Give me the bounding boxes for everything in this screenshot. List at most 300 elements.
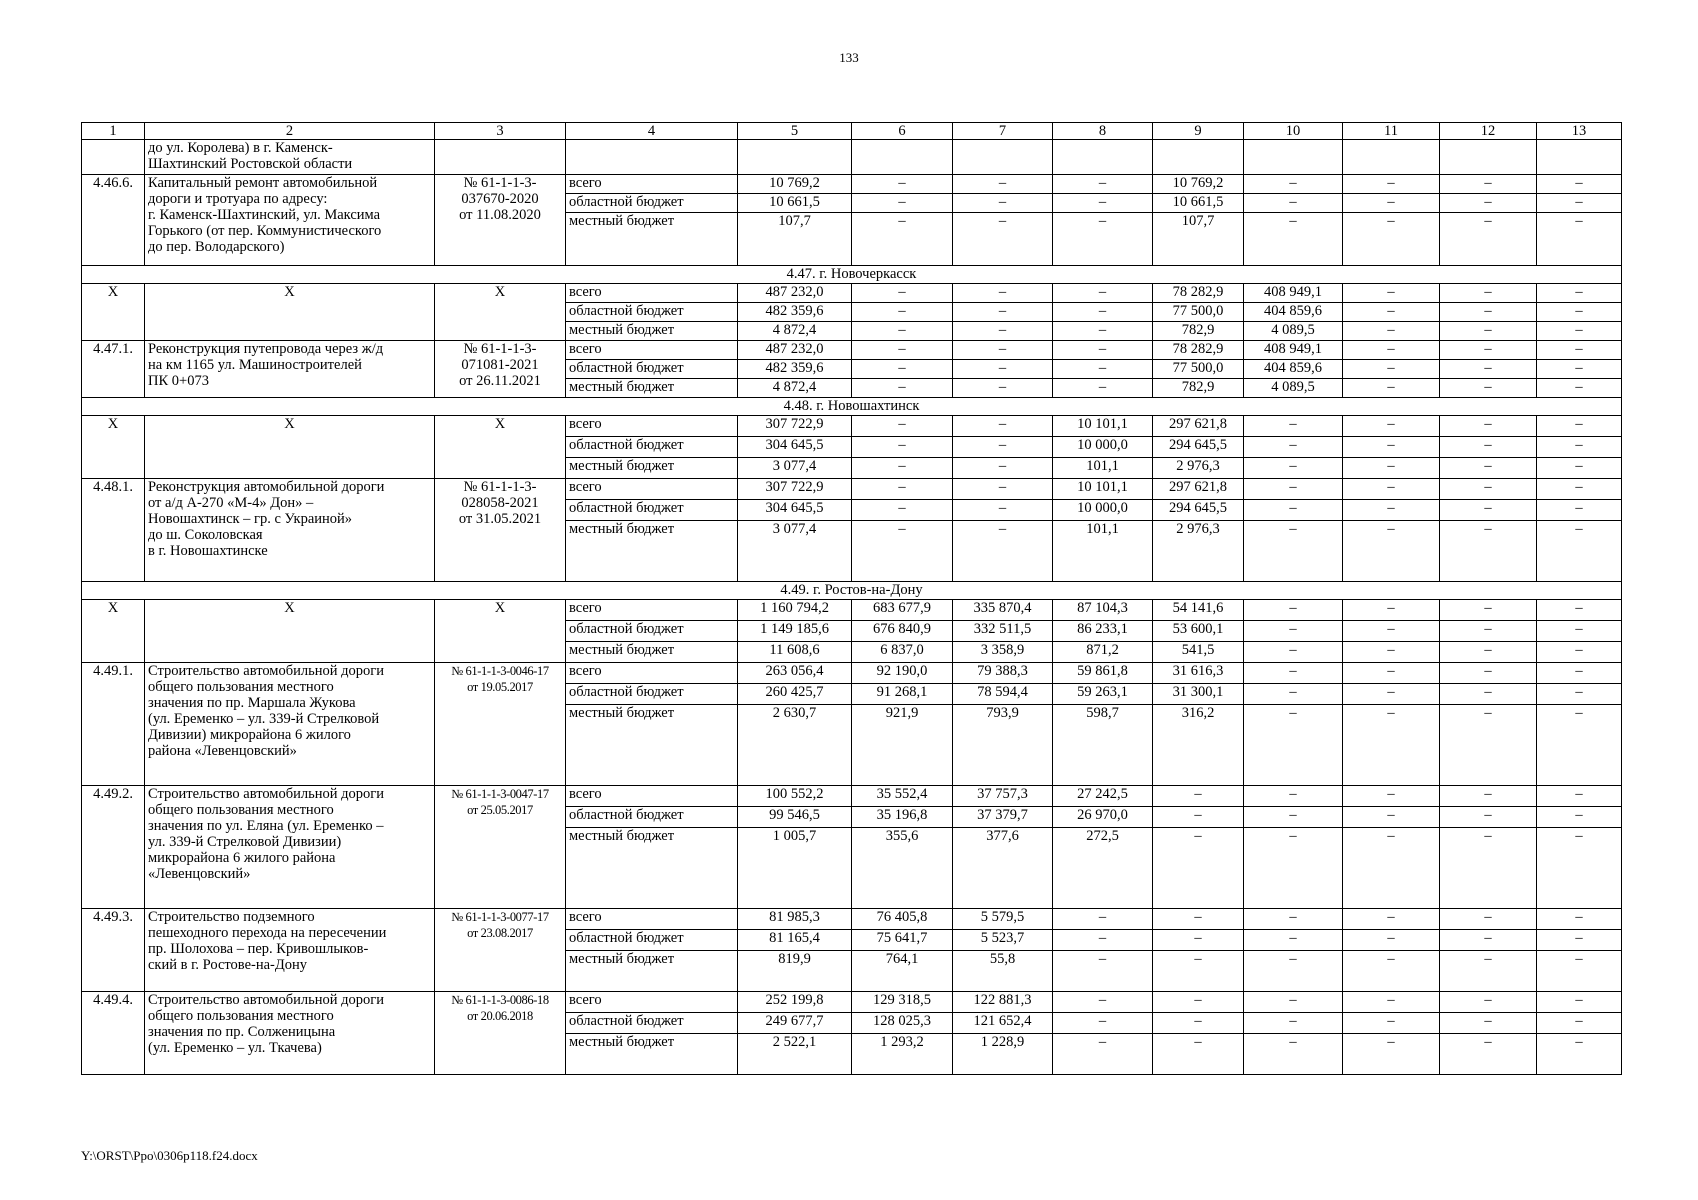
value-cell: – [1244,500,1343,521]
value-cell: – [1537,600,1622,621]
value-cell: – [1440,360,1537,379]
value-cell: 4 089,5 [1244,322,1343,341]
value-cell: – [1440,642,1537,663]
value-cell: – [1053,360,1153,379]
value-cell: 335 870,4 [953,600,1053,621]
funding-source-cell: всего [566,909,738,930]
table-row [82,600,1622,621]
value-cell: 99 546,5 [738,807,852,828]
value-cell: 87 104,3 [1053,600,1153,621]
value-cell: – [1537,786,1622,807]
certificate-cell: X [435,284,566,341]
value-cell: – [1244,930,1343,951]
item-code-cell: 4.49.3. [82,909,145,992]
value-cell: – [1440,303,1537,322]
value-cell: – [1440,458,1537,479]
value-cell: – [1244,786,1343,807]
funding-source-cell: всего [566,479,738,500]
value-cell: – [1440,341,1537,360]
value-cell: – [1153,828,1244,909]
value-cell: 128 025,3 [852,1013,953,1034]
item-code-cell: 4.49.1. [82,663,145,786]
value-cell: – [1537,992,1622,1013]
value-cell: 307 722,9 [738,479,852,500]
column-header: 9 [1153,123,1244,140]
value-cell: – [1537,909,1622,930]
value-cell: – [1053,284,1153,303]
funding-source-cell: областной бюджет [566,930,738,951]
value-cell: – [1440,705,1537,786]
value-cell: 101,1 [1053,458,1153,479]
value-cell: – [1244,458,1343,479]
value-cell: – [852,194,953,213]
value-cell: – [1537,360,1622,379]
value-cell: – [1244,175,1343,194]
item-code-cell: 4.48.1. [82,479,145,582]
object-name-cell: Строительство автомобильной дороги общего пользования местного значения по ул. Еляна (ул. Еременко – ул. 339-й Стрелковой Дивизии) микрорайона 6 жилого района «Левенцовский» [145,786,435,909]
value-cell: 35 196,8 [852,807,953,828]
certificate-cell: № 61-1-1-3-0046-17 от 19.05.2017 [435,663,566,786]
column-header: 12 [1440,123,1537,140]
funding-source-cell: областной бюджет [566,194,738,213]
value-cell: – [1440,600,1537,621]
value-cell: 10 101,1 [1053,416,1153,437]
value-cell: – [1343,807,1440,828]
funding-source-cell: местный бюджет [566,642,738,663]
column-header: 7 [953,123,1053,140]
value-cell: – [1343,642,1440,663]
value-cell: – [1244,1034,1343,1075]
value-cell: – [1440,175,1537,194]
value-cell: – [1244,416,1343,437]
value-cell: 10 769,2 [738,175,852,194]
value-cell: – [1537,500,1622,521]
value-cell: – [1440,213,1537,266]
value-cell: 107,7 [1153,213,1244,266]
value-cell: – [1153,1034,1244,1075]
certificate-cell: № 61-1-1-3-0086-18 от 20.06.2018 [435,992,566,1075]
value-cell: – [1343,194,1440,213]
value-cell: – [1440,500,1537,521]
value-cell: 4 872,4 [738,379,852,398]
value-cell: – [1343,479,1440,500]
value-cell: 55,8 [953,951,1053,992]
value-cell: 81 165,4 [738,930,852,951]
value-cell: – [1537,828,1622,909]
value-cell: – [1343,684,1440,705]
value-cell: 782,9 [1153,379,1244,398]
value-cell: – [1153,807,1244,828]
value-cell: – [1537,458,1622,479]
value-cell: – [1244,1013,1343,1034]
item-code-cell: X [82,416,145,479]
section-title: 4.47. г. Новочеркасск [82,266,1622,284]
funding-source-cell: всего [566,663,738,684]
value-cell: – [1440,194,1537,213]
value-cell: – [1537,284,1622,303]
section-row [82,266,1622,284]
code-cell [82,140,145,175]
column-header: 2 [145,123,435,140]
value-cell: – [1440,992,1537,1013]
value-cell: 101,1 [1053,521,1153,582]
value-cell: – [953,360,1053,379]
value-cell: – [1537,175,1622,194]
empty-cell [852,140,953,175]
value-cell: – [1053,930,1153,951]
value-cell: – [1153,1013,1244,1034]
value-cell: 598,7 [1053,705,1153,786]
funding-source-cell: областной бюджет [566,437,738,458]
table-row [82,663,1622,684]
value-cell: – [1343,621,1440,642]
empty-cell [738,140,852,175]
certificate-cell: № 61-1-1-3- 071081-2021 от 26.11.2021 [435,341,566,398]
value-cell: – [953,175,1053,194]
value-cell: – [1440,1034,1537,1075]
value-cell: – [1244,621,1343,642]
value-cell: – [1053,303,1153,322]
value-cell: 35 552,4 [852,786,953,807]
value-cell: – [1053,175,1153,194]
value-cell: – [1153,786,1244,807]
empty-cell [1244,140,1343,175]
value-cell: – [1440,284,1537,303]
value-cell: – [1053,951,1153,992]
empty-cell [1343,140,1440,175]
page-number: 133 [839,50,859,65]
object-name-cell: Реконструкция путепровода через ж/д на км 1165 ул. Машиностроителей ПК 0+073 [145,341,435,398]
column-header: 10 [1244,123,1343,140]
object-name-cell: X [145,284,435,341]
funding-source-cell: всего [566,416,738,437]
empty-cell [435,140,566,175]
value-cell: – [1537,194,1622,213]
table-row [82,479,1622,500]
value-cell: – [1244,521,1343,582]
table-body [82,123,1622,1075]
value-cell: – [1440,521,1537,582]
footer-file-path: Y:\ORST\Ppo\0306p118.f24.docx [81,1148,258,1163]
value-cell: 2 976,3 [1153,458,1244,479]
value-cell: 3 077,4 [738,458,852,479]
value-cell: 782,9 [1153,322,1244,341]
value-cell: 26 970,0 [1053,807,1153,828]
value-cell: – [1343,500,1440,521]
value-cell: 332 511,5 [953,621,1053,642]
funding-source-cell: местный бюджет [566,705,738,786]
value-cell: – [1053,992,1153,1013]
value-cell: 1 149 185,6 [738,621,852,642]
value-cell: – [1244,479,1343,500]
empty-cell [953,140,1053,175]
value-cell: 5 523,7 [953,930,1053,951]
value-cell: 76 405,8 [852,909,953,930]
value-cell: – [852,284,953,303]
value-cell: – [1343,341,1440,360]
value-cell: 91 268,1 [852,684,953,705]
funding-source-cell: местный бюджет [566,951,738,992]
funding-source-cell: всего [566,992,738,1013]
value-cell: – [953,479,1053,500]
value-cell: – [953,500,1053,521]
value-cell: 54 141,6 [1153,600,1244,621]
value-cell: – [1537,341,1622,360]
value-cell: 871,2 [1053,642,1153,663]
value-cell: – [1343,1013,1440,1034]
value-cell: 272,5 [1053,828,1153,909]
object-name-cell: Капитальный ремонт автомобильной дороги и тротуара по адресу: г. Каменск-Шахтинский, ул. Максима Горького (от пер. Коммунистического до пер. Володарского) [145,175,435,266]
table-row [82,909,1622,930]
value-cell: – [1244,600,1343,621]
value-cell: 59 861,8 [1053,663,1153,684]
value-cell: – [953,379,1053,398]
value-cell: – [852,458,953,479]
value-cell: – [1440,930,1537,951]
value-cell: – [1537,521,1622,582]
certificate-cell: X [435,600,566,663]
value-cell: 3 358,9 [953,642,1053,663]
value-cell: 2 630,7 [738,705,852,786]
object-name-cell: Строительство подземного пешеходного перехода на пересечении пр. Шолохова – пер. Кривошлыков- ский в г. Ростове-на-Дону [145,909,435,992]
value-cell: – [1343,786,1440,807]
value-cell: 2 522,1 [738,1034,852,1075]
value-cell: 10 000,0 [1053,500,1153,521]
funding-source-cell: всего [566,341,738,360]
value-cell: – [1343,705,1440,786]
empty-cell [1053,140,1153,175]
value-cell: – [953,416,1053,437]
value-cell: 10 661,5 [1153,194,1244,213]
value-cell: 27 242,5 [1053,786,1153,807]
value-cell: 3 077,4 [738,521,852,582]
section-title: 4.49. г. Ростов-на-Дону [82,582,1622,600]
value-cell: – [1343,909,1440,930]
value-cell: 77 500,0 [1153,360,1244,379]
value-cell: – [852,521,953,582]
value-cell: 252 199,8 [738,992,852,1013]
empty-cell [1440,140,1537,175]
value-cell: – [1440,437,1537,458]
value-cell: – [1244,807,1343,828]
value-cell: – [953,437,1053,458]
value-cell: 764,1 [852,951,953,992]
funding-source-cell: областной бюджет [566,684,738,705]
value-cell: – [1153,909,1244,930]
value-cell: – [1343,992,1440,1013]
funding-source-cell: областной бюджет [566,303,738,322]
value-cell: 10 661,5 [738,194,852,213]
column-header: 6 [852,123,953,140]
funding-source-cell: местный бюджет [566,521,738,582]
value-cell: 10 000,0 [1053,437,1153,458]
value-cell: – [1537,930,1622,951]
object-name-cell: X [145,600,435,663]
value-cell: – [1053,341,1153,360]
value-cell: 263 056,4 [738,663,852,684]
value-cell: 249 677,7 [738,1013,852,1034]
value-cell: 541,5 [1153,642,1244,663]
value-cell: 482 359,6 [738,303,852,322]
funding-source-cell: областной бюджет [566,807,738,828]
funding-source-cell: всего [566,284,738,303]
value-cell: – [1440,828,1537,909]
section-row [82,582,1622,600]
value-cell: – [1537,379,1622,398]
funding-source-cell: всего [566,175,738,194]
value-cell: – [1343,437,1440,458]
table-row [82,416,1622,437]
value-cell: 819,9 [738,951,852,992]
item-code-cell: X [82,600,145,663]
value-cell: 31 616,3 [1153,663,1244,684]
value-cell: – [1244,992,1343,1013]
value-cell: – [1343,930,1440,951]
value-cell: – [1244,194,1343,213]
value-cell: 260 425,7 [738,684,852,705]
certificate-cell: X [435,416,566,479]
value-cell: – [1537,705,1622,786]
table-row-continuation [82,140,1622,175]
value-cell: – [1343,322,1440,341]
column-header: 13 [1537,123,1622,140]
value-cell: – [1440,909,1537,930]
value-cell: – [1053,213,1153,266]
value-cell: – [1343,379,1440,398]
value-cell: 377,6 [953,828,1053,909]
value-cell: 79 388,3 [953,663,1053,684]
table-row [82,992,1622,1013]
value-cell: – [1343,828,1440,909]
value-cell: – [1537,416,1622,437]
funding-source-cell: всего [566,600,738,621]
column-header: 4 [566,123,738,140]
value-cell: 75 641,7 [852,930,953,951]
value-cell: – [953,341,1053,360]
value-cell: 121 652,4 [953,1013,1053,1034]
funding-source-cell: областной бюджет [566,621,738,642]
value-cell: 5 579,5 [953,909,1053,930]
value-cell: – [852,303,953,322]
value-cell: – [1343,213,1440,266]
value-cell: 86 233,1 [1053,621,1153,642]
value-cell: 107,7 [738,213,852,266]
value-cell: 487 232,0 [738,341,852,360]
value-cell: – [852,213,953,266]
value-cell: 297 621,8 [1153,416,1244,437]
value-cell: – [1537,213,1622,266]
table-row [82,175,1622,194]
value-cell: – [1440,663,1537,684]
funding-source-cell: местный бюджет [566,828,738,909]
value-cell: – [1153,992,1244,1013]
value-cell: – [1343,951,1440,992]
value-cell: – [1537,1034,1622,1075]
value-cell: – [953,303,1053,322]
value-cell: 122 881,3 [953,992,1053,1013]
value-cell: – [953,194,1053,213]
value-cell: – [1244,705,1343,786]
value-cell: – [953,458,1053,479]
table-row [82,284,1622,303]
value-cell: – [1153,930,1244,951]
value-cell: – [1343,303,1440,322]
value-cell: – [852,479,953,500]
value-cell: – [1440,807,1537,828]
column-header: 11 [1343,123,1440,140]
funding-source-cell: местный бюджет [566,1034,738,1075]
value-cell: 1 228,9 [953,1034,1053,1075]
column-header: 3 [435,123,566,140]
value-cell: 1 293,2 [852,1034,953,1075]
value-cell: 77 500,0 [1153,303,1244,322]
value-cell: 10 101,1 [1053,479,1153,500]
value-cell: – [1244,213,1343,266]
value-cell: 78 282,9 [1153,341,1244,360]
value-cell: – [1053,379,1153,398]
value-cell: 408 949,1 [1244,341,1343,360]
value-cell: – [1053,1034,1153,1075]
funding-source-cell: местный бюджет [566,213,738,266]
value-cell: – [1053,194,1153,213]
value-cell: – [1440,786,1537,807]
value-cell: 304 645,5 [738,437,852,458]
value-cell: – [1537,322,1622,341]
empty-cell [566,140,738,175]
value-cell: 316,2 [1153,705,1244,786]
value-cell: – [1537,479,1622,500]
table-header-row [82,123,1622,140]
value-cell: 294 645,5 [1153,437,1244,458]
value-cell: – [1440,951,1537,992]
value-cell: 683 677,9 [852,600,953,621]
value-cell: – [1537,1013,1622,1034]
value-cell: 921,9 [852,705,953,786]
certificate-cell: № 61-1-1-3-0047-17 от 25.05.2017 [435,786,566,909]
value-cell: – [1440,379,1537,398]
section-title: 4.48. г. Новошахтинск [82,398,1622,416]
value-cell: – [1244,951,1343,992]
value-cell: – [1343,663,1440,684]
column-header: 8 [1053,123,1153,140]
value-cell: – [1244,828,1343,909]
value-cell: – [852,360,953,379]
value-cell: – [1053,1013,1153,1034]
value-cell: 92 190,0 [852,663,953,684]
value-cell: – [953,284,1053,303]
funding-source-cell: областной бюджет [566,500,738,521]
funding-source-cell: областной бюджет [566,360,738,379]
value-cell: 404 859,6 [1244,303,1343,322]
column-header: 1 [82,123,145,140]
object-name-cell: до ул. Королева) в г. Каменск- Шахтинский Ростовской области [145,140,435,175]
value-cell: 294 645,5 [1153,500,1244,521]
value-cell: – [1343,521,1440,582]
value-cell: 676 840,9 [852,621,953,642]
table-row [82,786,1622,807]
value-cell: 129 318,5 [852,992,953,1013]
value-cell: – [852,341,953,360]
object-name-cell: Строительство автомобильной дороги общего пользования местного значения по пр. Солженицына (ул. Еременко – ул. Ткачева) [145,992,435,1075]
section-row [82,398,1622,416]
funding-source-cell: местный бюджет [566,458,738,479]
value-cell: 100 552,2 [738,786,852,807]
value-cell: – [852,379,953,398]
value-cell: – [852,500,953,521]
value-cell: – [1053,322,1153,341]
funding-source-cell: местный бюджет [566,379,738,398]
funding-source-cell: всего [566,786,738,807]
